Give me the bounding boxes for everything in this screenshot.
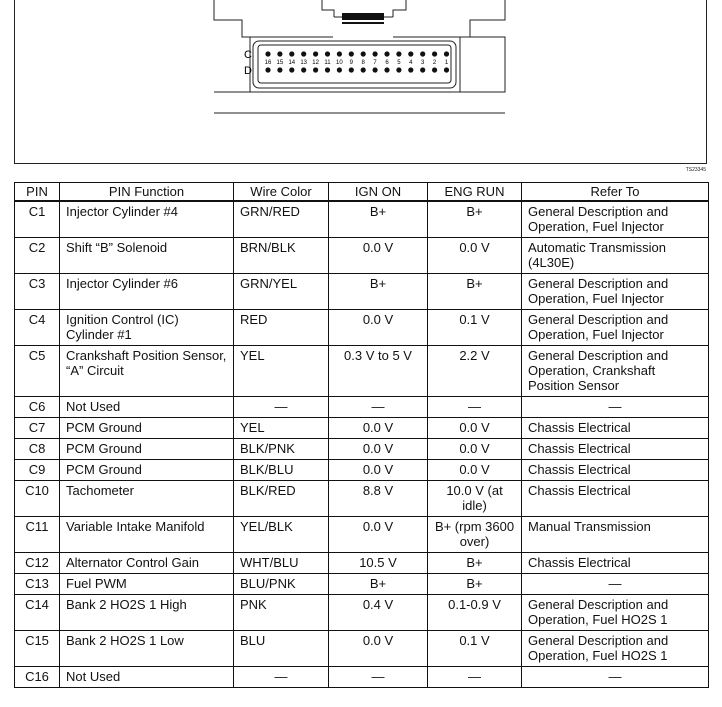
pin-number-label: 10: [336, 60, 343, 66]
header-refer-to: Refer To: [522, 183, 709, 202]
pin-number-label: 13: [300, 60, 308, 66]
cell-pin: C7: [15, 418, 60, 439]
pin-dot-row-c: [289, 51, 294, 56]
cell-wire-color: YEL: [234, 346, 329, 397]
pin-number-label: 9: [349, 60, 353, 66]
cell-ign-on: 0.0 V: [329, 631, 428, 667]
cell-wire-color: —: [234, 667, 329, 688]
pin-dot-row-d: [384, 67, 389, 72]
cell-eng-run: —: [428, 667, 522, 688]
cell-wire-color: WHT/BLU: [234, 553, 329, 574]
cell-pin: C16: [15, 667, 60, 688]
cell-eng-run: 2.2 V: [428, 346, 522, 397]
table-row: [15, 574, 709, 595]
cell-eng-run: B+: [428, 553, 522, 574]
connector-diagram: [0, 0, 722, 180]
cell-wire-color: YEL/BLK: [234, 517, 329, 553]
pin-dot-row-d: [313, 67, 318, 72]
cell-pin: C2: [15, 238, 60, 274]
cell-eng-run: —: [428, 397, 522, 418]
cell-pin-function: PCM Ground: [60, 418, 234, 439]
cell-refer-to: —: [522, 574, 709, 595]
table-row: [15, 667, 709, 688]
figure-reference-code: TS23345: [685, 167, 706, 173]
cell-ign-on: 0.0 V: [329, 238, 428, 274]
table-row: [15, 481, 709, 517]
cell-pin: C8: [15, 439, 60, 460]
cell-ign-on: 0.0 V: [329, 418, 428, 439]
table-row: [15, 397, 709, 418]
pin-dot-row-d: [349, 67, 354, 72]
table-header-row: [15, 183, 709, 202]
cell-ign-on: 0.4 V: [329, 595, 428, 631]
header-pin: PIN: [15, 183, 60, 202]
cell-ign-on: 0.0 V: [329, 439, 428, 460]
pin-number-label: 14: [288, 60, 296, 66]
cell-pin: C14: [15, 595, 60, 631]
cell-wire-color: RED: [234, 310, 329, 346]
cell-refer-to: Automatic Transmission (4L30E): [522, 238, 709, 274]
cell-ign-on: B+: [329, 274, 428, 310]
table-row: [15, 517, 709, 553]
table-row: [15, 310, 709, 346]
cell-eng-run: 0.1-0.9 V: [428, 595, 522, 631]
cell-pin-function: Not Used: [60, 667, 234, 688]
cell-pin: C12: [15, 553, 60, 574]
table-row: [15, 418, 709, 439]
table-row: [15, 460, 709, 481]
cell-refer-to: General Description and Operation, Fuel Injector: [522, 201, 709, 238]
cell-eng-run: B+: [428, 274, 522, 310]
cell-ign-on: 10.5 V: [329, 553, 428, 574]
pin-number-label: 2: [432, 60, 437, 66]
cell-refer-to: Chassis Electrical: [522, 460, 709, 481]
cell-refer-to: Chassis Electrical: [522, 553, 709, 574]
table-row: [15, 439, 709, 460]
cell-wire-color: BLK/RED: [234, 481, 329, 517]
cell-pin-function: Bank 2 HO2S 1 High: [60, 595, 234, 631]
cell-wire-color: GRN/RED: [234, 201, 329, 238]
cell-refer-to: General Description and Operation, Crankshaft Position Sensor: [522, 346, 709, 397]
pin-dot-row-d: [337, 67, 342, 72]
cell-wire-color: YEL: [234, 418, 329, 439]
pin-number-label: 16: [264, 60, 272, 66]
cell-eng-run: B+: [428, 201, 522, 238]
pin-dot-row-d: [277, 67, 282, 72]
cell-ign-on: B+: [329, 201, 428, 238]
pin-dot-row-c: [396, 51, 401, 56]
cell-refer-to: General Description and Operation, Fuel Injector: [522, 274, 709, 310]
cell-eng-run: 0.0 V: [428, 418, 522, 439]
pin-dot-row-c: [313, 51, 318, 56]
cell-ign-on: 8.8 V: [329, 481, 428, 517]
pin-function-table: [14, 182, 709, 688]
connector-pin-dots: [265, 51, 449, 72]
cell-eng-run: B+: [428, 574, 522, 595]
cell-pin-function: Injector Cylinder #4: [60, 201, 234, 238]
table-row: [15, 595, 709, 631]
pin-dot-row-d: [432, 67, 437, 72]
cell-eng-run: 0.1 V: [428, 310, 522, 346]
pin-dot-row-c: [361, 51, 366, 56]
cell-refer-to: Manual Transmission: [522, 517, 709, 553]
cell-pin-function: Variable Intake Manifold: [60, 517, 234, 553]
pin-dot-row-d: [420, 67, 425, 72]
cell-pin: C13: [15, 574, 60, 595]
cell-pin: C1: [15, 201, 60, 238]
cell-ign-on: 0.0 V: [329, 460, 428, 481]
pin-number-label: 3: [421, 60, 425, 66]
cell-eng-run: 0.1 V: [428, 631, 522, 667]
pin-dot-row-c: [301, 51, 306, 56]
table-row: [15, 553, 709, 574]
cell-pin-function: Fuel PWM: [60, 574, 234, 595]
cell-wire-color: BLU/PNK: [234, 574, 329, 595]
pin-dot-row-c: [432, 51, 437, 56]
pin-dot-row-d: [301, 67, 306, 72]
cell-refer-to: Chassis Electrical: [522, 439, 709, 460]
pin-dot-row-c: [373, 51, 378, 56]
pin-number-label: 7: [373, 60, 377, 66]
pin-number-label: 5: [397, 60, 401, 66]
cell-pin: C6: [15, 397, 60, 418]
cell-pin-function: Shift “B” Solenoid: [60, 238, 234, 274]
pin-dot-row-c: [384, 51, 389, 56]
cell-eng-run: 10.0 V (at idle): [428, 481, 522, 517]
cell-wire-color: PNK: [234, 595, 329, 631]
cell-wire-color: BLU: [234, 631, 329, 667]
pin-dot-row-d: [444, 67, 449, 72]
cell-pin-function: Bank 2 HO2S 1 Low: [60, 631, 234, 667]
cell-pin: C11: [15, 517, 60, 553]
cell-eng-run: 0.0 V: [428, 460, 522, 481]
cell-pin-function: Injector Cylinder #6: [60, 274, 234, 310]
pin-number-label: 11: [324, 60, 331, 66]
table-row: [15, 631, 709, 667]
pin-dot-row-c: [408, 51, 413, 56]
cell-pin: C3: [15, 274, 60, 310]
cell-wire-color: BRN/BLK: [234, 238, 329, 274]
cell-pin: C10: [15, 481, 60, 517]
pin-dot-row-c: [420, 51, 425, 56]
header-pin-function: PIN Function: [60, 183, 234, 202]
cell-pin-function: PCM Ground: [60, 460, 234, 481]
pin-dot-row-d: [265, 67, 270, 72]
pin-dot-row-d: [325, 67, 330, 72]
cell-wire-color: —: [234, 397, 329, 418]
cell-ign-on: 0.0 V: [329, 310, 428, 346]
cell-refer-to: —: [522, 667, 709, 688]
cell-refer-to: —: [522, 397, 709, 418]
pin-dot-row-c: [444, 51, 449, 56]
cell-pin-function: Alternator Control Gain: [60, 553, 234, 574]
pin-dot-row-c: [277, 51, 282, 56]
cell-eng-run: 0.0 V: [428, 439, 522, 460]
table-row: [15, 274, 709, 310]
cell-pin-function: Tachometer: [60, 481, 234, 517]
pin-dot-row-d: [396, 67, 401, 72]
cell-pin-function: PCM Ground: [60, 439, 234, 460]
cell-pin: C9: [15, 460, 60, 481]
cell-eng-run: 0.0 V: [428, 238, 522, 274]
cell-refer-to: General Description and Operation, Fuel Injector: [522, 310, 709, 346]
cell-ign-on: B+: [329, 574, 428, 595]
pin-dot-row-d: [361, 67, 366, 72]
table-row: [15, 346, 709, 397]
header-wire-color: Wire Color: [234, 183, 329, 202]
cell-wire-color: BLK/BLU: [234, 460, 329, 481]
cell-pin: C4: [15, 310, 60, 346]
cell-ign-on: 0.3 V to 5 V: [329, 346, 428, 397]
pin-dot-row-d: [289, 67, 294, 72]
cell-pin: C15: [15, 631, 60, 667]
cell-refer-to: General Description and Operation, Fuel HO2S 1: [522, 595, 709, 631]
cell-wire-color: GRN/YEL: [234, 274, 329, 310]
header-ign-on: IGN ON: [329, 183, 428, 202]
cell-refer-to: General Description and Operation, Fuel HO2S 1: [522, 631, 709, 667]
cell-refer-to: Chassis Electrical: [522, 481, 709, 517]
table-row: [15, 201, 709, 238]
cell-pin-function: Ignition Control (IC) Cylinder #1: [60, 310, 234, 346]
pin-dot-row-c: [337, 51, 342, 56]
pin-number-label: 6: [385, 60, 389, 66]
pin-dot-row-c: [265, 51, 270, 56]
table-row: [15, 238, 709, 274]
pin-dot-row-d: [408, 67, 413, 72]
cell-pin-function: Not Used: [60, 397, 234, 418]
row-letter-d: D: [244, 65, 252, 77]
pin-dot-row-c: [325, 51, 330, 56]
cell-eng-run: B+ (rpm 3600 over): [428, 517, 522, 553]
header-eng-run: ENG RUN: [428, 183, 522, 202]
cell-pin-function: Crankshaft Position Sensor, “A” Circuit: [60, 346, 234, 397]
pin-dot-row-c: [349, 51, 354, 56]
pin-number-label: 8: [361, 60, 365, 66]
pin-number-label: 1: [444, 60, 449, 66]
cell-refer-to: Chassis Electrical: [522, 418, 709, 439]
cell-pin: C5: [15, 346, 60, 397]
cell-ign-on: —: [329, 397, 428, 418]
cell-wire-color: BLK/PNK: [234, 439, 329, 460]
pin-number-label: 12: [312, 60, 319, 66]
pin-dot-row-d: [373, 67, 378, 72]
cell-ign-on: 0.0 V: [329, 517, 428, 553]
pin-number-label: 4: [409, 60, 413, 66]
row-letter-c: C: [244, 49, 252, 61]
cell-ign-on: —: [329, 667, 428, 688]
pin-number-label: 15: [276, 60, 284, 66]
